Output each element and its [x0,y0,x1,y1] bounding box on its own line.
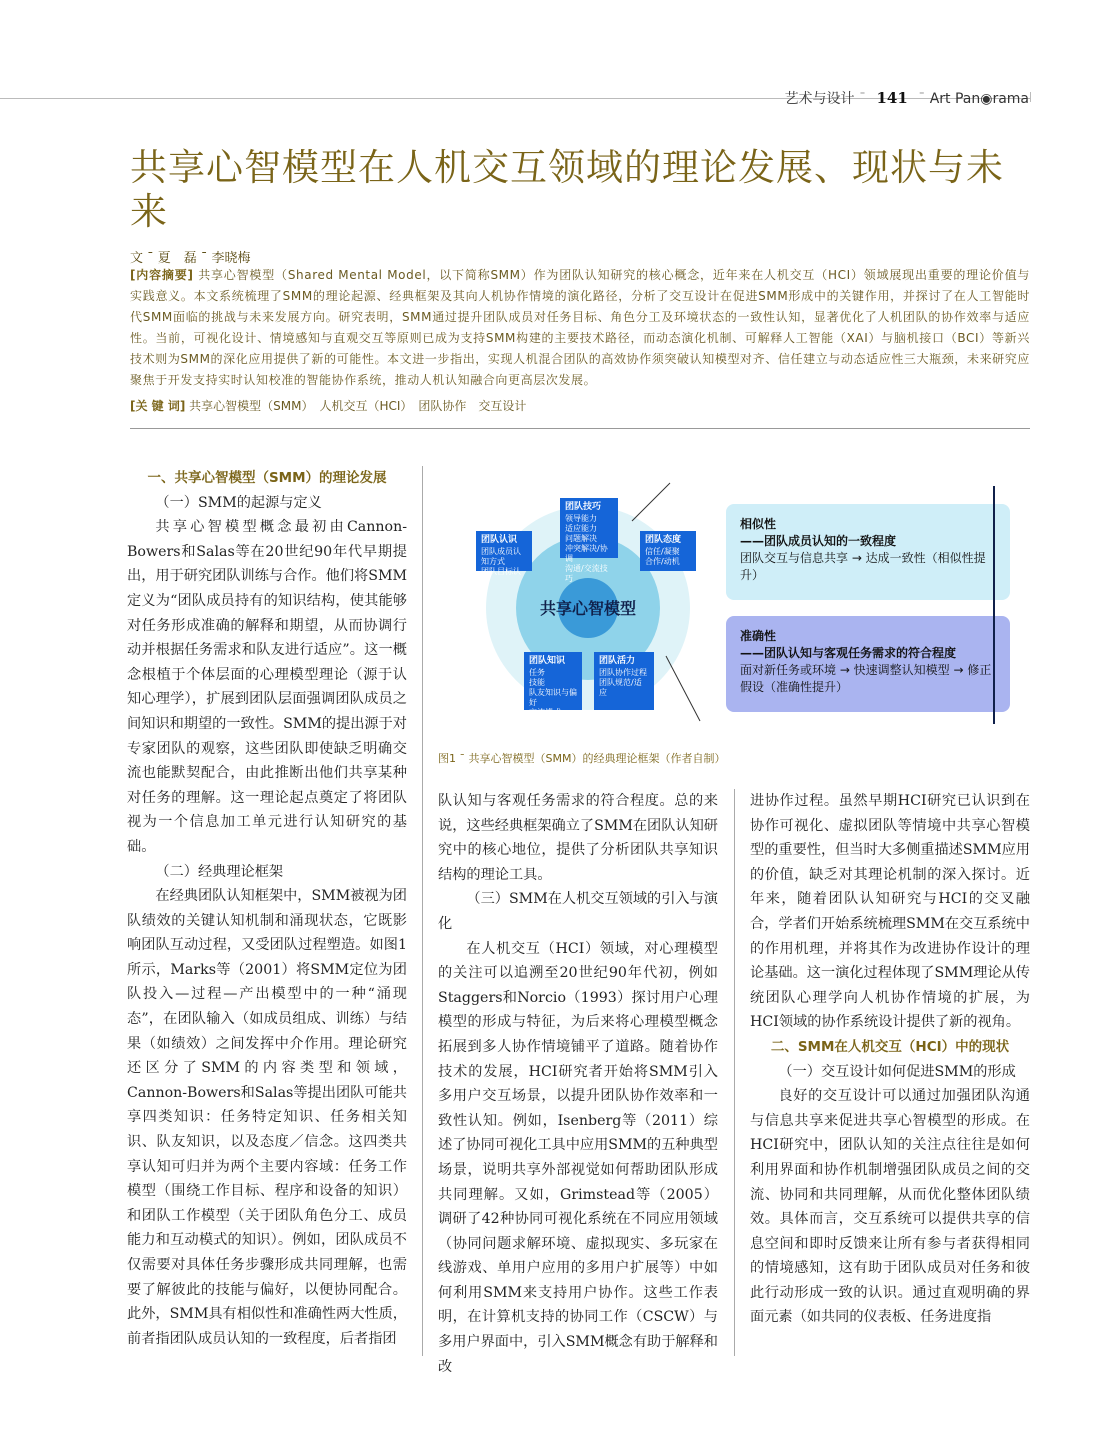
box-line: 团队成员认知方式 [481,547,521,566]
box-line: 沟通/交流技巧 [565,564,608,583]
abstract [130,265,1030,391]
box-title: 团队知识 [529,656,566,666]
box-team-knowledge [524,652,582,717]
panel-accuracy [726,616,1010,712]
panel-subtitle: ——团队成员认知的一致程度 [740,534,897,548]
pointer-line-top [632,483,670,521]
box-line: 技能 [529,678,545,687]
box-line: 适应能力 [565,524,597,533]
figure-caption: 图1 ¯ 共享心智模型（SMM）的经典理论框架（作者自制） [438,752,726,765]
panel-title: 准确性 [740,629,777,643]
pointer-line-bottom [666,656,700,721]
paragraph: 共享心智模型概念最初由Cannon-Bowers和Salas等在20世纪90年代早期提出，用于研究团队训练与合作。他们将SMM定义为“团队成员持有的知识结构，使其能够对任务形成准确的解释和期望，从而协调行动并根据任务需求和队友进行适应”。这一概念根植于个体层面的心理模型理论（源于认知心理学），扩展到团队层面强调团队成员之间知识和期望的一致性。SMM的提出源于对专家团队的观察，这些团队即使缺乏明确交流也能默契配合，由此推断出他们共享某种对任务的理解。这一理论起点奠定了将团队视为一个信息加工单元进行认知研究的基础。 [127,519,407,855]
paragraph: 在人机交互（HCI）领域，对心理模型的关注可以追溯至20世纪90年代初，例如Staggers和Norcio（1993）探讨用户心理模型的形成与特征，为后来将心理模型概念拓展到多人协作情境铺平了道路。随着协作技术的发展，HCI研究者开始将SMM引入多用户交互场景，以提升团队协作效率和一致性认知。例如，Isenberg等（2011）综述了协同可视化工具中应用SMM的五种典型场景，说明共享外部视觉如何帮助团队形成共同理解。又如，Grimstead等（2005）调研了42种协同可视化系统在不同应用领域（协同问题求解环境、虚拟现实、多玩家在线游戏、单用户应用的多用户扩展等）中如何利用SMM来支持用户协作。这些工作表明，在计算机支持的协同工作（CSCW）与多用户界面中，引入SMM概念有助于解释和改 [438,940,718,1375]
body-column-3 [750,789,1030,1330]
keywords-label: [关 键 词] [130,399,186,413]
paragraph: 良好的交互设计可以通过加强团队沟通与信息共享来促进共享心智模型的形成。在HCI研究中，团队认知的关注点往往是如何利用界面和协作机制增强团队成员之间的交流、协同和共同理解，从而优化整体团队绩效。具体而言，交互系统可以提供共享的信息空间和即时反馈来让所有参与者获得相同的情境感知，这有助于团队成员对任务和彼此行动形成一致的认识。通过直观明确的界面元素（如共同的仪表板、任务进度指 [750,1088,1030,1326]
subsection-heading: （三）SMM在人机交互领域的引入与演化 [438,891,718,932]
box-line: 团队规范/适应 [599,678,642,697]
box-line: 队友知识与偏好 [529,688,577,707]
subsection-heading: （二）经典理论框架 [155,863,284,880]
running-header: 艺术与设计 ¯ 141 ¯ Art Pan◉rama [784,89,1029,107]
box-line: 团队协作过程 [599,668,647,677]
panel-similarity [726,504,1010,600]
panel-body: 面对新任务或环境 → 快速调整认知模型 → 修正假设（准确性提升） [740,663,992,694]
box-title: 团队态度 [645,535,682,545]
box-line: 合作/动机 [645,557,680,566]
authors: 文 ¯ 夏 磊 ¯ 李晓梅 [130,251,251,266]
box-team-dynamics [594,652,654,710]
section-heading: 二、SMM在人机交互（HCI）中的现状 [770,1038,1010,1055]
box-line: 冲突解决/协调 [565,544,608,563]
keywords [130,397,526,414]
column-rule-1 [422,466,423,1356]
body-column-2 [438,789,718,1379]
header-tick [1030,92,1031,102]
box-team-skills [560,498,618,583]
column-rule-2 [734,789,735,1356]
body-column-1 [127,466,407,1351]
panel-body: 团队交互与信息共享 → 达成一致性（相似性提升） [740,551,986,582]
keywords-text: 共享心智模型（SMM） 人机交互（HCI） 团队协作 交互设计 [189,399,527,413]
box-line: 信任/凝聚 [645,547,680,556]
box-line: 领导能力 [565,514,597,523]
abstract-label: [内容摘要] [130,268,194,282]
paragraph: 进协作过程。虽然早期HCI研究已认识到在协作可视化、虚拟团队等情境中共享心智模型的重要性，但当时大多侧重描述SMM应用的价值，缺乏对其理论机制的深入探讨。近年来，随着团队认知研究与HCI的交叉融合，学者们开始系统梳理SMM在交互系统中的作用机理，并将其作为改进协作设计的理论基础。这一演化过程体现了SMM理论从传统团队心理学向人机协作情境的扩展，为HCI领域的协作系统设计提供了新的视角。 [750,793,1030,1031]
center-label: 共享心智模型 [539,599,636,618]
box-line: 交流模式 [529,708,561,717]
abstract-separator [130,428,1030,429]
subsection-heading: （一）SMM的起源与定义 [155,494,322,511]
page-number: 141 [876,89,908,107]
panel-title: 相似性 [740,517,777,531]
journal-name-cn: 艺术与设计 [784,91,855,107]
abstract-text: 共享心智模型（Shared Mental Model，以下简称SMM）作为团队认知研究的核心概念，近年来在人机交互（HCI）领域展现出重要的理论价值与实践意义。本文系统梳理了SMM的理论起源、经典框架及其向人机协作情境的演化路径，分析了交互设计在促进SMM形成中的关键作用，并探讨了在人工智能时代SMM面临的挑战与未来发展方向。研究表明，SMM通过提升团队成员对任务目标、角色分工及环境状态的一致性认知，显著优化了人机团队的协作效率与适应性。当前，可视化设计、情境感知与直观交互等原则已成为支持SMM构建的主要技术路径，而动态演化机制、可解释人工智能（XAI）与脑机接口（BCI）等新兴技术则为SMM的深化应用提供了新的可能性。本文进一步指出，实现人机混合团队的高效协作须突破认知模型对齐、信任建立与动态适应性三大瓶颈，未来研究应聚焦于开发支持实时认知校准的智能协作系统，推动人机认知融合向更高层次发展。 [130,268,1030,387]
box-line: 团队目标认知 [481,567,521,586]
box-team-attitude [640,531,696,571]
subsection-heading: （一）交互设计如何促进SMM的形成 [778,1063,1016,1080]
box-title: 团队技巧 [565,502,602,512]
box-title: 团队活力 [599,656,636,666]
panel-accent-bar [993,486,995,724]
journal-name-en: Art Pan◉rama [929,91,1029,107]
box-title: 团队认识 [481,535,518,545]
figure-1 [438,478,1030,740]
box-team-cognition [476,531,532,586]
box-line: 问题解决 [565,534,597,543]
paragraph: 在经典团队认知框架中，SMM被视为团队绩效的关键认知机制和涌现状态，它既影响团队互动过程，又受团队过程塑造。如图1所示，Marks等（2001）将SMM定位为团队投入—过程—产出模型中的一种“涌现态”，在团队输入（如成员组成、训练）与结果（如绩效）之间发挥中介作用。理论研究还区分了SMM的内容类型和领域，Cannon-Bowers和Salas等提出团队可能共享四类知识：任务特定知识、任务相关知识、队友知识，以及态度／信念。这四类共享认知可归并为两个主要内容域：任务工作模型（围绕工作目标、程序和设备的知识）和团队工作模型（关于团队角色分工、成员能力和互动模式的知识）。例如，团队成员不仅需要对具体任务步骤形成共同理解，也需要了解彼此的技能与偏好，以便协同配合。此外，SMM具有相似性和准确性两大性质，前者指团队成员认知的一致程度，后者指团 [127,888,407,1347]
box-line: 任务 [529,668,545,677]
section-heading: 一、共享心智模型（SMM）的理论发展 [147,470,387,486]
panel-subtitle: ——团队认知与客观任务需求的符合程度 [740,646,957,660]
article-title: 共享心智模型在人机交互领域的理论发展、现状与未来 [130,146,1004,233]
paragraph: 队认知与客观任务需求的符合程度。总的来说，这些经典框架确立了SMM在团队认知研究中的核心地位，提供了分析团队共享知识结构的理论工具。 [438,793,718,883]
